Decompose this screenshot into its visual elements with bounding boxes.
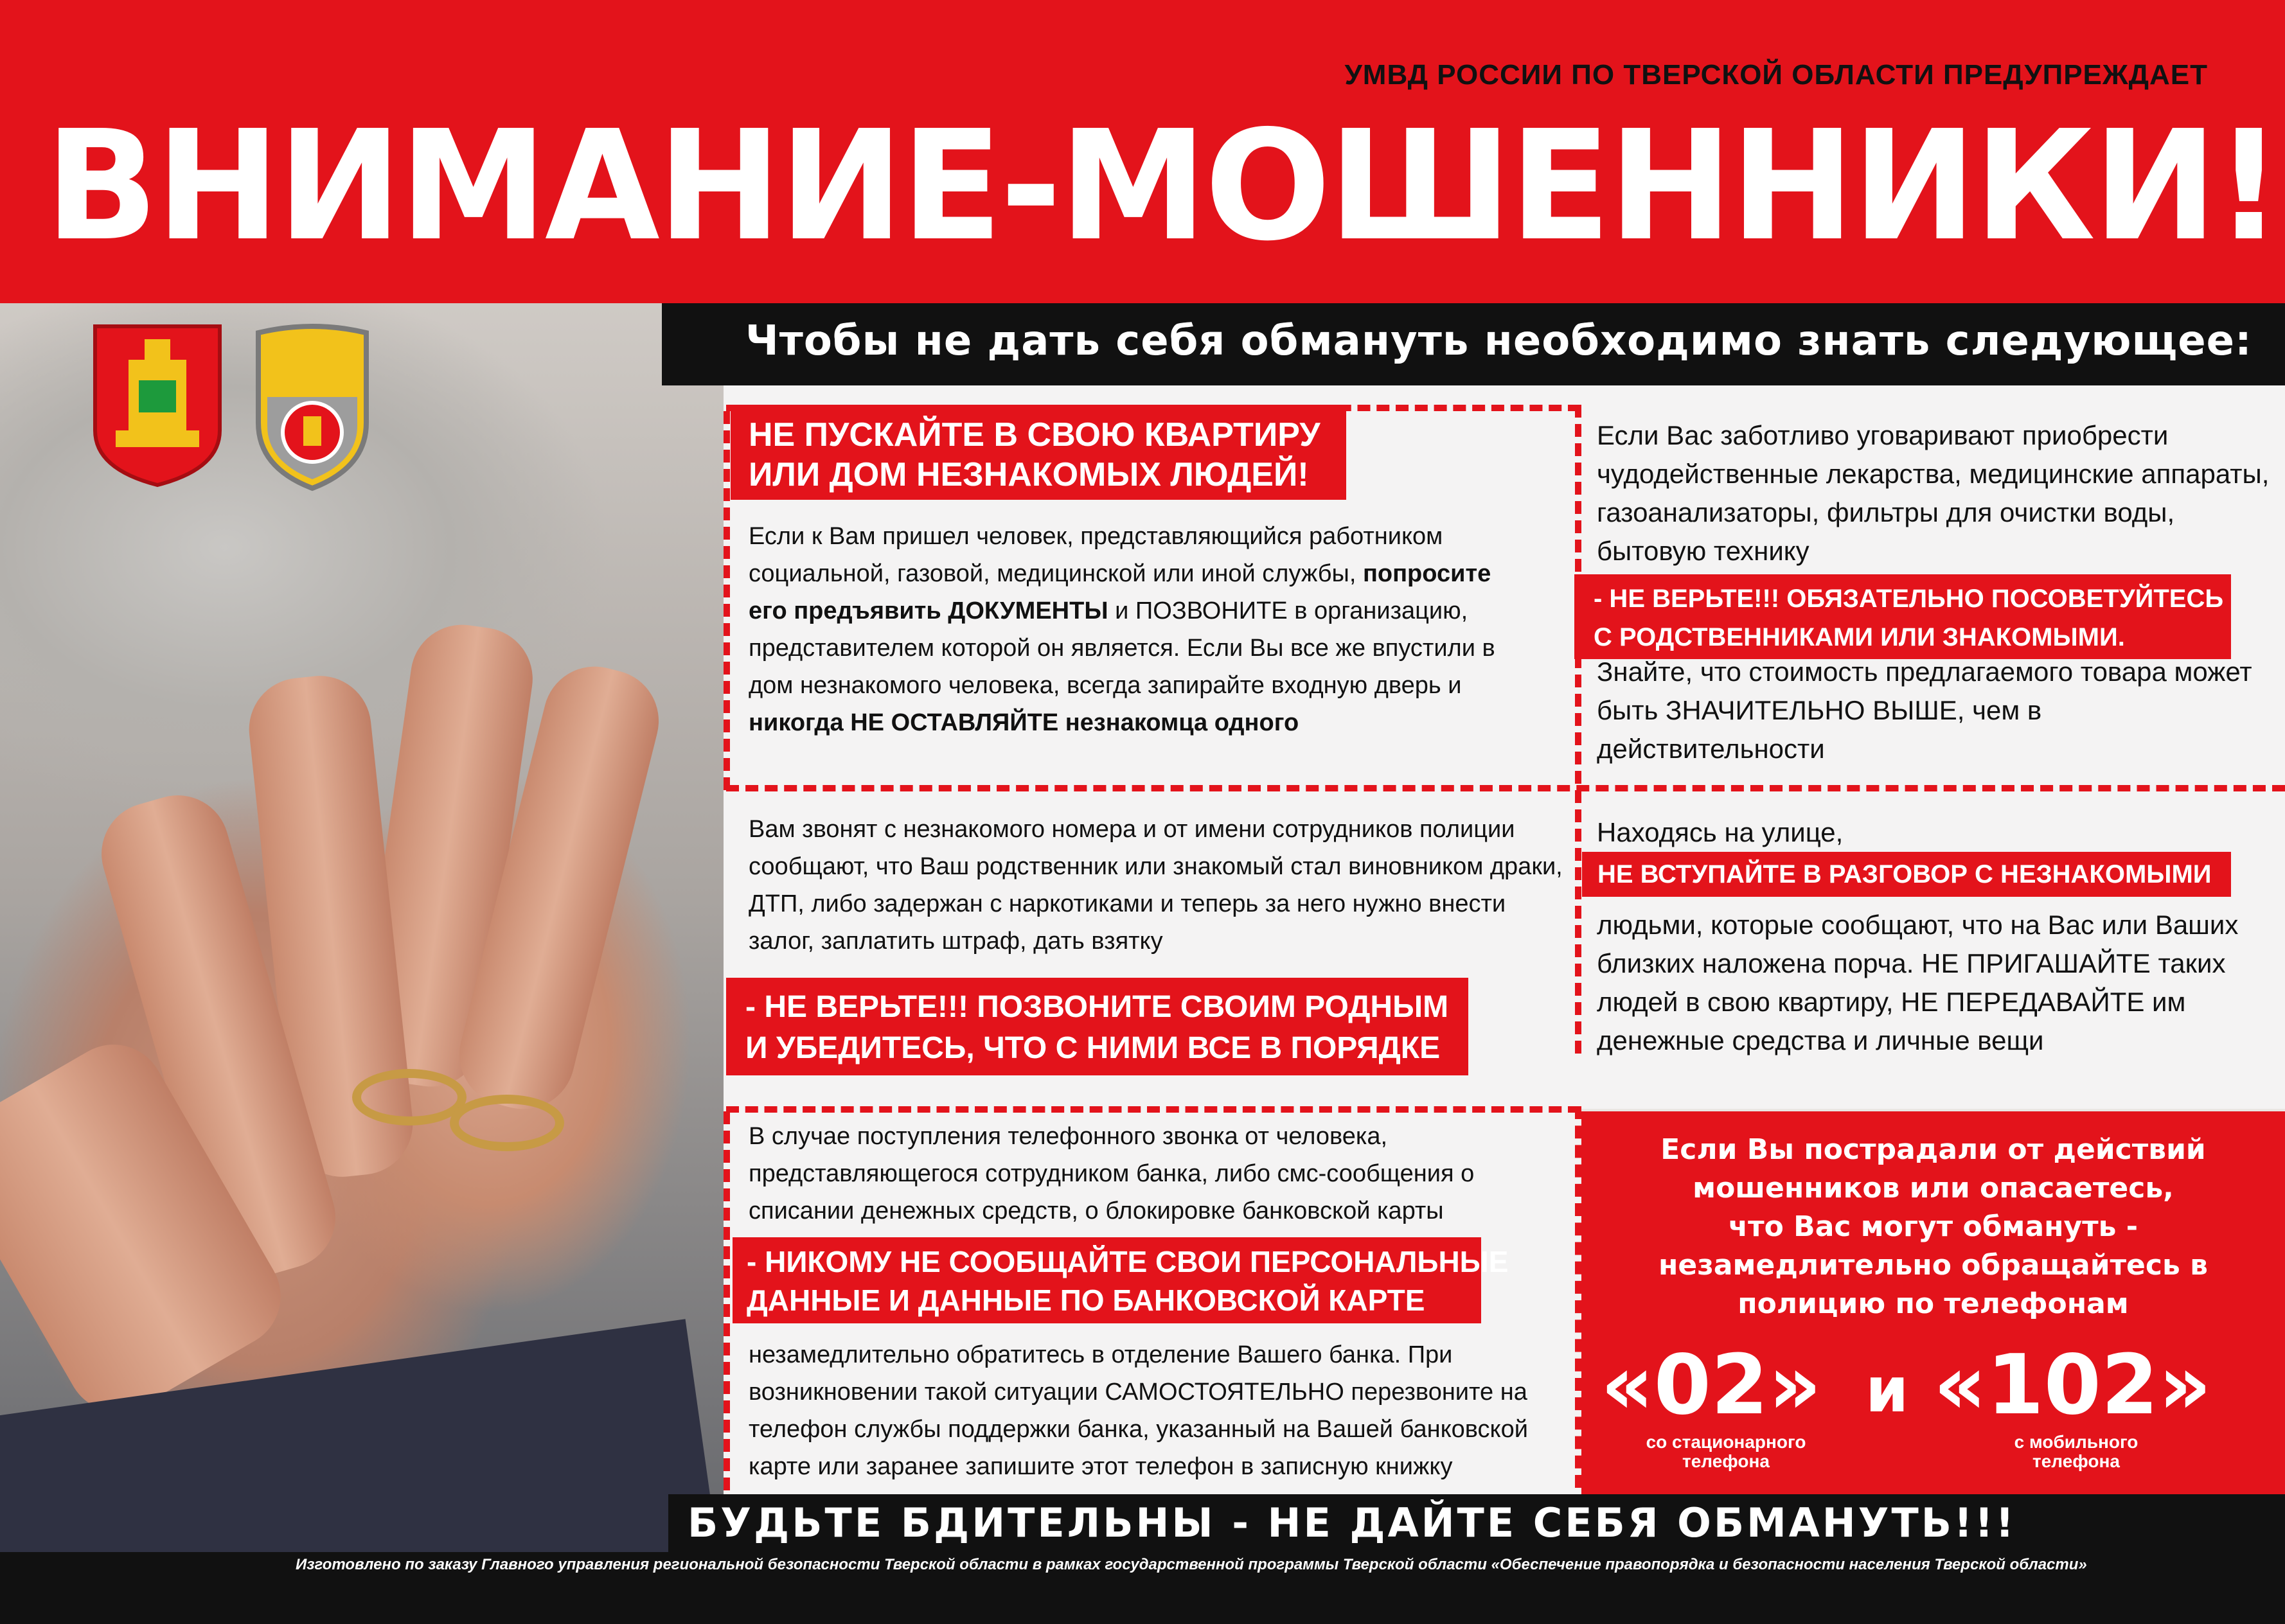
- block1-text-bold: попросите его предъявить ДОКУМЕНТЫ: [749, 560, 1491, 624]
- footer-bar: [0, 1552, 2285, 1624]
- footer-text: Изготовлено по заказу Главного управления региональной безопасности Тверской области в рамках государственной программы Тверской области «Обеспечение правопорядка и безопасности населения Тверской области»: [296, 1556, 2087, 1573]
- block3-heading-line: ДАННЫЕ И ДАННЫЕ ПО БАНКОВСКОЙ КАРТЕ: [747, 1284, 1425, 1317]
- block1-text-part: Если к Вам пришел человек, представляющийся работником социальной, газовой, медицинской или иной службы,: [749, 523, 1443, 587]
- block4-heading-line: С РОДСТВЕННИКАМИ ИЛИ ЗНАКОМЫМИ.: [1594, 623, 2125, 651]
- dashed-border: [726, 1106, 1581, 1113]
- contact-line: незамедлительно обращайтесь в: [1658, 1249, 2208, 1282]
- header-warning: УМВД РОССИИ ПО ТВЕРСКОЙ ОБЛАСТИ ПРЕДУПРЕЖДАЕТ: [1344, 59, 2208, 91]
- caption-landline: [1620, 1433, 1832, 1471]
- block2-text: Вам звонят с незнакомого номера и от имени сотрудников полиции сообщают, что Ваш родственник или знакомый стал виновником драки, ДТП, либо задержан с наркотиками и теперь за него нужно внести залог, заплатить штраф, дать взятку: [749, 816, 1563, 955]
- contact-line: полицию по телефонам: [1738, 1287, 2129, 1320]
- contact-and: и: [1865, 1354, 1909, 1426]
- block2-heading-line: - НЕ ВЕРЬТЕ!!! ПОЗВОНИТЕ СВОИМ РОДНЫМ: [745, 990, 1449, 1024]
- block3-heading: [733, 1237, 1509, 1323]
- dashed-border: [724, 411, 730, 790]
- caption-line: телефона: [1682, 1451, 1770, 1471]
- block1-heading: [731, 405, 1346, 500]
- contact-line: Если Вы пострадали от действий: [1660, 1133, 2206, 1166]
- block5-heading-text: НЕ ВСТУПАЙТЕ В РАЗГОВОР С НЕЗНАКОМЫМИ: [1597, 860, 2212, 888]
- block3-heading-line: - НИКОМУ НЕ СООБЩАЙТЕ СВОИ ПЕРСОНАЛЬНЫЕ: [747, 1245, 1509, 1278]
- block3-text-bottom: незамедлительно обратитесь в отделение Вашего банка. При возникновении такой ситуации САМОСТОЯТЕЛЬНО перезвоните на телефон службы поддержки банка, указанный на Вашей банковской карте или заранее запишите этот телефон в записную книжку: [749, 1341, 1528, 1480]
- block5-text-bottom: людьми, которые сообщают, что на Вас или Ваших близких наложена порча. НЕ ПРИГАШАЙТЕ таких людей в свою квартиру, НЕ ПЕРЕДАВАЙТЕ им денежные средства и личные вещи: [1597, 910, 2239, 1055]
- dashed-border: [726, 785, 2285, 791]
- block1-text-part: и ПОЗВОНИТЕ в организацию, представителем которой он является. Если Вы все же впустили в дом незнакомого человека, всегда запирайте входную дверь и: [749, 597, 1495, 699]
- block5-text-top: Находясь на улице,: [1597, 817, 1844, 847]
- block1-text-bold: никогда НЕ ОСТАВЛЯЙТЕ незнакомца одного: [749, 709, 1299, 736]
- phone-number-102: «102»: [1934, 1337, 2212, 1433]
- header-banner: [0, 0, 2285, 303]
- block4-heading-line: - НЕ ВЕРЬТЕ!!! ОБЯЗАТЕЛЬНО ПОСОВЕТУЙТЕСЬ: [1594, 585, 2224, 613]
- caption-line: с мобильного: [2014, 1432, 2138, 1452]
- block5-heading: [1582, 852, 2231, 897]
- phone-number-02: «02»: [1601, 1337, 1822, 1433]
- block3-text-top: В случае поступления телефонного звонка от человека, представляющегося сотрудником банка, либо смс-сообщения о списании денежных средств, о блокировке банковской карты: [749, 1123, 1475, 1224]
- caption-line: со стационарного: [1646, 1432, 1806, 1452]
- block1-heading-line: НЕ ПУСКАЙТЕ В СВОЮ КВАРТИРУ: [749, 416, 1320, 454]
- block4-text-top: Если Вас заботливо уговаривают приобрести чудодейственные лекарства, медицинские аппараты, газоанализаторы, фильтры для очистки воды, бытовую технику: [1597, 420, 2270, 566]
- ring-shape: [352, 1069, 467, 1125]
- block4-heading: [1574, 574, 2231, 659]
- contact-line: что Вас могут обмануть -: [1728, 1210, 2138, 1243]
- dashed-border: [724, 1111, 730, 1490]
- contact-line: мошенников или опасаетесь,: [1693, 1172, 2174, 1205]
- block2-heading-line: И УБЕДИТЕСЬ, ЧТО С НИМИ ВСЕ В ПОРЯДКЕ: [745, 1031, 1441, 1065]
- slogan-bar: [668, 1494, 2285, 1552]
- caption-mobile: [1967, 1433, 2185, 1471]
- block4-text-bottom: Знайте, что стоимость предлагаемого товара может быть ЗНАЧИТЕЛЬНО ВЫШЕ, чем в действительности: [1597, 657, 2252, 764]
- contact-lines: [1581, 1131, 2285, 1323]
- contact-box: [1581, 1111, 2285, 1494]
- caption-line: телефона: [2032, 1451, 2120, 1471]
- dashed-border: [1575, 1106, 1581, 1488]
- block1-heading-line: ИЛИ ДОМ НЕЗНАКОМЫХ ЛЮДЕЙ!: [749, 456, 1309, 493]
- subheader-text: Чтобы не дать себя обмануть необходимо знать следующее:: [745, 317, 2252, 365]
- block2-heading: [726, 978, 1468, 1075]
- tver-coat-of-arms-icon: [90, 321, 225, 488]
- slogan-text: БУДЬТЕ БДИТЕЛЬНЫ - НЕ ДАЙТЕ СЕБЯ ОБМАНУТЬ!!!: [688, 1499, 2016, 1546]
- page-title: ВНИМАНИЕ-МОШЕННИКИ!: [45, 98, 2281, 274]
- subheader-bar: [662, 303, 2285, 385]
- ring-shape: [450, 1095, 564, 1151]
- regional-security-shield-icon: [252, 320, 373, 492]
- block1-text: [749, 518, 1533, 741]
